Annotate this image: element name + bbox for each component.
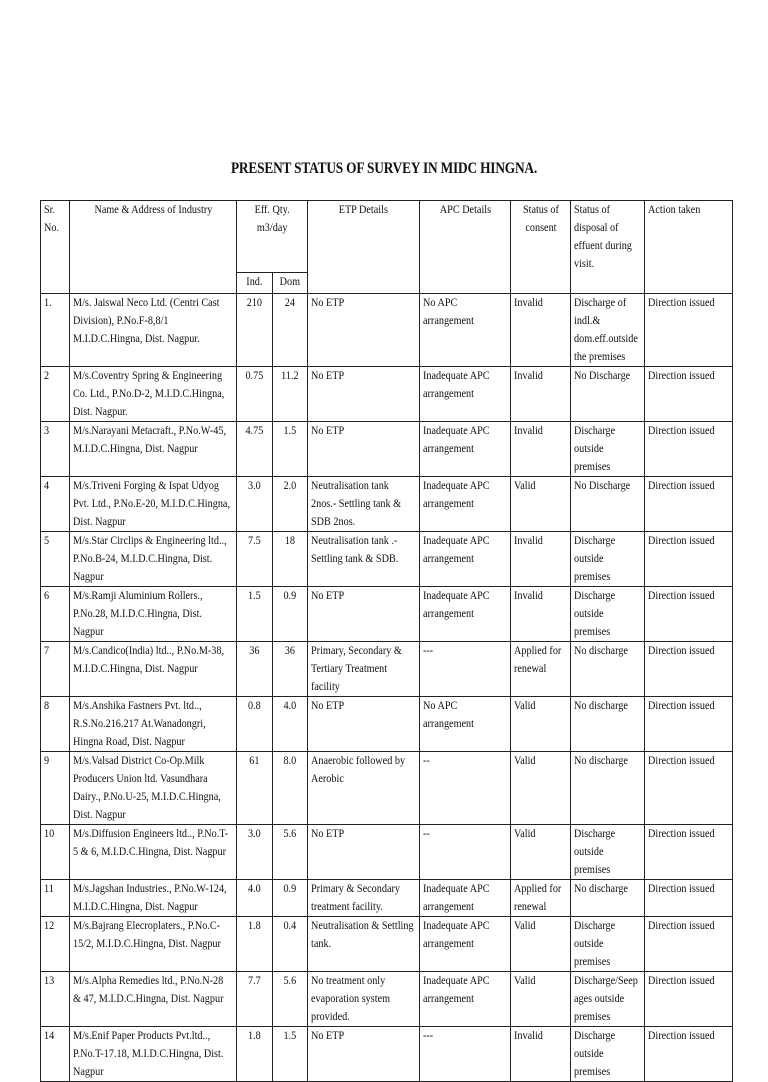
cell-disposal: No discharge (571, 642, 645, 697)
cell-sr: 10 (41, 825, 70, 880)
cell-sr: 9 (41, 752, 70, 825)
cell-name: M/s.Diffusion Engineers ltd.., P.No.T-5 & 6, M.I.D.C.Hingna, Dist. Nagpur (70, 825, 237, 880)
cell-sr: 3 (41, 422, 70, 477)
cell-name: M/s.Ramji Aluminium Rollers., P.No.28, M.I.D.C.Hingna, Dist. Nagpur (70, 587, 237, 642)
cell-dom: 1.5 (273, 422, 308, 477)
table-row (41, 825, 733, 880)
table-row (41, 697, 733, 752)
cell-action: Direction issued (645, 642, 733, 697)
table-row (41, 880, 733, 917)
cell-action: Direction issued (645, 825, 733, 880)
cell-apc: Inadequate APC arrangement (420, 422, 511, 477)
table-row (41, 477, 733, 532)
table-row (41, 422, 733, 477)
cell-dom: 18 (273, 532, 308, 587)
cell-consent: Valid (511, 972, 571, 1027)
cell-consent: Valid (511, 477, 571, 532)
cell-name: M/s.Jagshan Industries., P.No.W-124, M.I.D.C.Hingna, Dist. Nagpur (70, 880, 237, 917)
header-dom: Dom (273, 273, 308, 294)
cell-ind: 7.5 (237, 532, 273, 587)
cell-name: M/s.Coventry Spring & Engineering Co. Ltd., P.No.D-2, M.I.D.C.Hingna, Dist. Nagpur. (70, 367, 237, 422)
cell-ind: 36 (237, 642, 273, 697)
cell-ind: 4.0 (237, 880, 273, 917)
cell-apc: Inadequate APC arrangement (420, 972, 511, 1027)
cell-dom: 0.9 (273, 587, 308, 642)
cell-disposal: Discharge outside premises (571, 1027, 645, 1082)
table-row (41, 294, 733, 367)
cell-apc: Inadequate APC arrangement (420, 917, 511, 972)
cell-name: M/s.Triveni Forging & Ispat Udyog Pvt. Ltd., P.No.E-20, M.I.D.C.Hingna, Dist. Nagpur (70, 477, 237, 532)
cell-action: Direction issued (645, 697, 733, 752)
cell-action: Direction issued (645, 752, 733, 825)
cell-action: Direction issued (645, 422, 733, 477)
cell-disposal: Discharge outside premises (571, 422, 645, 477)
cell-dom: 1.5 (273, 1027, 308, 1082)
table-row (41, 642, 733, 697)
table-row (41, 532, 733, 587)
cell-name: M/s. Jaiswal Neco Ltd. (Centri Cast Division), P.No.F-8,8/1 M.I.D.C.Hingna, Dist. Nagpur. (70, 294, 237, 367)
cell-action: Direction issued (645, 532, 733, 587)
cell-ind: 7.7 (237, 972, 273, 1027)
header-disposal: Status of disposal of effuent during visit. (571, 201, 645, 294)
cell-consent: Invalid (511, 587, 571, 642)
cell-sr: 6 (41, 587, 70, 642)
cell-ind: 1.5 (237, 587, 273, 642)
table-row (41, 917, 733, 972)
cell-name: M/s.Star Circlips & Engineering ltd.., P.No.B-24, M.I.D.C.Hingna, Dist. Nagpur (70, 532, 237, 587)
cell-disposal: Discharge outside premises (571, 532, 645, 587)
cell-etp: No ETP (308, 294, 420, 367)
cell-disposal: No discharge (571, 697, 645, 752)
cell-etp: No ETP (308, 422, 420, 477)
cell-apc: -- (420, 825, 511, 880)
cell-dom: 11.2 (273, 367, 308, 422)
cell-apc: Inadequate APC arrangement (420, 880, 511, 917)
header-ind: Ind. (237, 273, 273, 294)
cell-action: Direction issued (645, 587, 733, 642)
cell-consent: Invalid (511, 367, 571, 422)
cell-ind: 61 (237, 752, 273, 825)
cell-apc: Inadequate APC arrangement (420, 532, 511, 587)
cell-sr: 14 (41, 1027, 70, 1082)
cell-name: M/s.Alpha Remedies ltd., P.No.N-28 & 47, M.I.D.C.Hingna, Dist. Nagpur (70, 972, 237, 1027)
header-consent: Status of consent (511, 201, 571, 294)
cell-name: M/s.Enif Paper Products Pvt.ltd.., P.No.T-17.18, M.I.D.C.Hingna, Dist. Nagpur (70, 1027, 237, 1082)
cell-ind: 3.0 (237, 477, 273, 532)
cell-disposal: Discharge of indl.& dom.eff.outside the premises (571, 294, 645, 367)
cell-disposal: No Discharge (571, 367, 645, 422)
cell-sr: 4 (41, 477, 70, 532)
cell-dom: 5.6 (273, 972, 308, 1027)
cell-apc: No APC arrangement (420, 697, 511, 752)
cell-apc: Inadequate APC arrangement (420, 587, 511, 642)
cell-disposal: Discharge outside premises (571, 825, 645, 880)
cell-etp: No ETP (308, 1027, 420, 1082)
cell-dom: 4.0 (273, 697, 308, 752)
cell-name: M/s.Narayani Metacraft., P.No.W-45, M.I.D.C.Hingna, Dist. Nagpur (70, 422, 237, 477)
header-eff-qty: Eff. Qty. m3/day (237, 201, 308, 273)
cell-sr: 5 (41, 532, 70, 587)
cell-ind: 3.0 (237, 825, 273, 880)
cell-disposal: Discharge outside premises (571, 917, 645, 972)
table-row (41, 367, 733, 422)
header-action: Action taken (645, 201, 733, 294)
survey-table (40, 200, 733, 1082)
cell-action: Direction issued (645, 1027, 733, 1082)
cell-apc: Inadequate APC arrangement (420, 367, 511, 422)
cell-sr: 1. (41, 294, 70, 367)
cell-etp: Primary & Secondary treatment facility. (308, 880, 420, 917)
header-sr: Sr. No. (41, 201, 70, 294)
cell-consent: Invalid (511, 422, 571, 477)
cell-consent: Valid (511, 697, 571, 752)
cell-etp: Neutralisation tank 2nos.- Settling tank & SDB 2nos. (308, 477, 420, 532)
cell-ind: 1.8 (237, 917, 273, 972)
cell-action: Direction issued (645, 917, 733, 972)
cell-consent: Invalid (511, 1027, 571, 1082)
cell-name: M/s.Anshika Fastners Pvt. ltd.., R.S.No.216.217 At.Wanadongri, Hingna Road, Dist. Nagpur (70, 697, 237, 752)
cell-name: M/s.Valsad District Co-Op.Milk Producers Union ltd. Vasundhara Dairy., P.No.U-25, M.I.D.C.Hingna, Dist. Nagpur (70, 752, 237, 825)
cell-dom: 5.6 (273, 825, 308, 880)
cell-consent: Valid (511, 917, 571, 972)
cell-disposal: No Discharge (571, 477, 645, 532)
header-apc: APC Details (420, 201, 511, 294)
cell-apc: Inadequate APC arrangement (420, 477, 511, 532)
cell-apc: --- (420, 1027, 511, 1082)
cell-sr: 8 (41, 697, 70, 752)
cell-sr: 2 (41, 367, 70, 422)
cell-action: Direction issued (645, 880, 733, 917)
table-row (41, 1027, 733, 1082)
cell-consent: Applied for renewal (511, 642, 571, 697)
cell-name: M/s.Bajrang Elecroplaters., P.No.C-15/2, M.I.D.C.Hingna, Dist. Nagpur (70, 917, 237, 972)
cell-ind: 0.75 (237, 367, 273, 422)
page-title: PRESENT STATUS OF SURVEY IN MIDC HINGNA. (230, 160, 538, 177)
cell-ind: 0.8 (237, 697, 273, 752)
header-etp: ETP Details (308, 201, 420, 294)
cell-etp: Anaerobic followed by Aerobic (308, 752, 420, 825)
cell-etp: No ETP (308, 587, 420, 642)
cell-action: Direction issued (645, 294, 733, 367)
survey-table-body (41, 201, 733, 1082)
cell-etp: No ETP (308, 367, 420, 422)
cell-ind: 210 (237, 294, 273, 367)
cell-disposal: No discharge (571, 752, 645, 825)
cell-sr: 12 (41, 917, 70, 972)
cell-etp: Neutralisation & Settling tank. (308, 917, 420, 972)
cell-action: Direction issued (645, 477, 733, 532)
cell-consent: Invalid (511, 294, 571, 367)
cell-disposal: No discharge (571, 880, 645, 917)
cell-sr: 13 (41, 972, 70, 1027)
table-row (41, 972, 733, 1027)
header-row (41, 201, 733, 273)
cell-action: Direction issued (645, 367, 733, 422)
cell-apc: -- (420, 752, 511, 825)
cell-etp: Primary, Secondary & Tertiary Treatment facility (308, 642, 420, 697)
cell-etp: No ETP (308, 825, 420, 880)
cell-etp: Neutralisation tank .- Settling tank & SDB. (308, 532, 420, 587)
cell-dom: 0.4 (273, 917, 308, 972)
cell-consent: Applied for renewal (511, 880, 571, 917)
cell-sr: 7 (41, 642, 70, 697)
cell-etp: No ETP (308, 697, 420, 752)
cell-dom: 8.0 (273, 752, 308, 825)
cell-sr: 11 (41, 880, 70, 917)
cell-apc: No APC arrangement (420, 294, 511, 367)
cell-etp: No treatment only evaporation system provided. (308, 972, 420, 1027)
cell-consent: Invalid (511, 532, 571, 587)
cell-ind: 1.8 (237, 1027, 273, 1082)
cell-dom: 0.9 (273, 880, 308, 917)
cell-dom: 2.0 (273, 477, 308, 532)
table-row (41, 752, 733, 825)
cell-disposal: Discharge/Seepages outside premises (571, 972, 645, 1027)
cell-consent: Valid (511, 752, 571, 825)
header-name: Name & Address of Industry (70, 201, 237, 294)
cell-action: Direction issued (645, 972, 733, 1027)
cell-disposal: Discharge outside premises (571, 587, 645, 642)
cell-dom: 24 (273, 294, 308, 367)
cell-apc: --- (420, 642, 511, 697)
cell-name: M/s.Candico(India) ltd.., P.No.M-38, M.I.D.C.Hingna, Dist. Nagpur (70, 642, 237, 697)
table-row (41, 587, 733, 642)
cell-ind: 4.75 (237, 422, 273, 477)
cell-dom: 36 (273, 642, 308, 697)
cell-consent: Valid (511, 825, 571, 880)
